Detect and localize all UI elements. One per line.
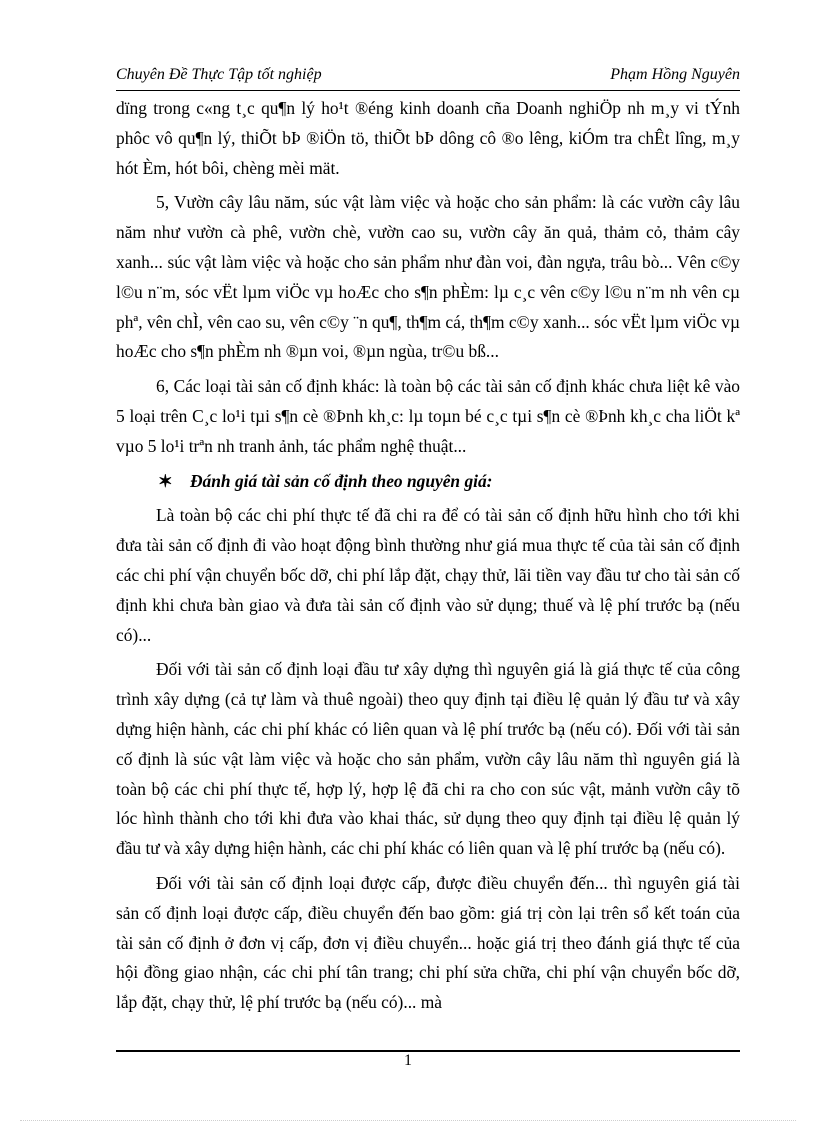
header-title: Chuyên Đề Thực Tập tốt nghiệp bbox=[116, 66, 322, 83]
bullet-star-icon: ✶ bbox=[158, 470, 173, 491]
document-body bbox=[116, 94, 740, 1023]
paragraph: dïng trong c«ng t¸c qu¶n lý ho¹t ®éng kinh doanh cña Doanh nghiÖp nh m¸y vi tÝnh phôc vô qu¶n lý, thiÕt bÞ ®iÖn tö, thiÕt bÞ dông cô ®o lêng, kiÓm tra chÊt lîng, m¸y hót Èm, hót bôi, chèng mèi mät. bbox=[116, 98, 740, 178]
section-heading bbox=[116, 467, 740, 497]
paragraph: 5, Vườn cây lâu năm, súc vật làm việc và hoặc cho sản phẩm: là các vườn cây lâu năm như vườn cà phê, vườn chè, vườn cao su, vườn cây ăn quả, thảm cỏ, thảm cây xanh... súc vật làm việc và hoặc cho sản phẩm như đàn voi, đàn ngựa, trâu bò... Vên c©y l©u n¨m, sóc vËt lµm viÖc vµ hoÆc cho s¶n phÈm: lµ c¸c vên c©y l©u n¨m nh vên cµ phª, vên chÌ, vên cao su, vên c©y ¨n qu¶, th¶m cá, th¶m c©y xanh... sóc vËt lµm viÖc vµ hoÆc cho s¶n phÈm nh ®µn voi, ®µn ngùa, tr©u bß... bbox=[116, 192, 740, 362]
paragraph: Đối với tài sản cố định loại được cấp, được điều chuyển đến... thì nguyên giá tài sản cố định loại được cấp, điều chuyển đến bao gồm: giá trị còn lại trên sổ kết toán của tài sản cố định ở đơn vị cấp, đơn vị điều chuyển... hoặc giá trị theo đánh giá thực tế của hội đồng giao nhận, các chi phí tân trang; chi phí sửa chữa, chi phí vận chuyển bốc dỡ, lắp đặt, chạy thử, lệ phí trước bạ (nếu có)... mà bbox=[116, 872, 740, 1013]
section-heading-text: Đánh giá tài sản cố định theo nguyên giá: bbox=[190, 470, 493, 491]
page-header bbox=[116, 66, 740, 88]
paragraph: Là toàn bộ các chi phí thực tế đã chi ra để có tài sản cố định hữu hình cho tới khi đưa tài sản cố định đi vào hoạt động bình thường như giá mua thực tế của tài sản cố định các chi phí vận chuyển bốc dỡ, chi phí lắp đặt, chạy thử, lãi tiền vay đầu tư cho tài sản cố định khi chưa bàn giao và đưa tài sản cố định vào sử dụng; thuế và lệ phí trước bạ (nếu có)... bbox=[116, 505, 740, 645]
paragraph: 6, Các loại tài sản cố định khác: là toàn bộ các tài sản cố định khác chưa liệt kê vào 5 loại trên C¸c lo¹i tµi s¶n cè ®Þnh kh¸c: lµ toµn bé c¸c tµi s¶n cè ®Þnh kh¸c cha liÖt kª vµo 5 lo¹i trªn nh tranh ảnh, tác phẩm nghệ thuật... bbox=[116, 376, 740, 456]
header-author: Phạm Hồng Nguyên bbox=[610, 66, 740, 83]
paragraph: Đối với tài sản cố định loại đầu tư xây dựng thì nguyên giá là giá thực tế của công trình xây dựng (cả tự làm và thuê ngoài) theo quy định tại điều lệ quản lý đầu tư và xây dựng hiện hành, các chi phí khác có liên quan và lệ phí trước bạ (nếu có). Đối với tài sản cố định là súc vật làm việc và hoặc cho sản phẩm, vườn cây lâu năm thì nguyên giá là toàn bộ các chi phí thực tế, hợp lý, hợp lệ đã chi ra cho con súc vật, mảnh vườn cây tõ lóc hình thành cho tới khi đưa vào khai thác, sử dụng theo quy định tại điều lệ quản lý đầu tư và xây dựng hiện hành, các chi phí khác có liên quan và lệ phí trước bạ (nếu có). bbox=[116, 659, 740, 859]
page-edge-divider bbox=[20, 1120, 796, 1121]
header-rule bbox=[116, 90, 740, 91]
page-number: 1 bbox=[404, 1052, 412, 1069]
